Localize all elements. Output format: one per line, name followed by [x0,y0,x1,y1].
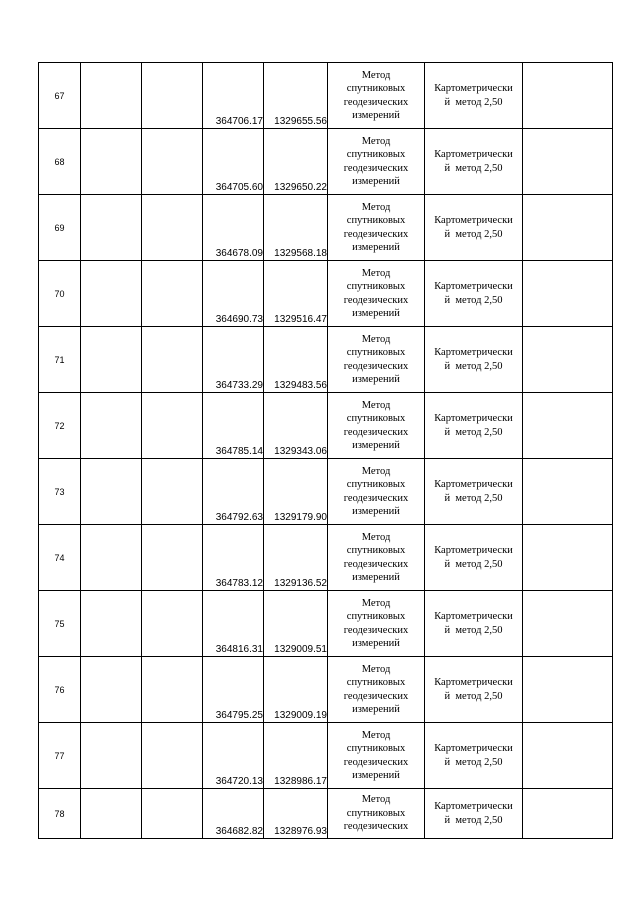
table-row [39,327,613,393]
row-number-cell [39,459,81,525]
accuracy-line: Картометрически [434,677,513,688]
row-number: 78 [54,808,65,819]
row-number: 75 [54,618,65,629]
coord-y: 1329516.47 [274,314,327,325]
method-cell [328,723,425,789]
method-line: измерений [352,440,400,451]
method-line: Метод [361,399,391,411]
method-line: геодезических [343,96,409,108]
method-line: геодезических [343,690,409,702]
method-line: спутниковых [346,677,406,688]
empty-cell [81,591,142,657]
method-line: спутниковых [346,83,406,94]
coord-y: 1329568.18 [274,248,327,259]
accuracy-line: й метод 2,50 [444,228,503,240]
coord-x: 364678.09 [215,248,263,259]
method-line: Метод [361,267,391,279]
method-cell [328,591,425,657]
method-cell [328,789,425,839]
accuracy-line: Картометрически [434,347,513,358]
row-number-cell [39,63,81,129]
empty-cell [81,459,142,525]
accuracy-line: Картометрически [434,149,513,160]
method-line: геодезических [343,821,409,833]
coord-y: 1329650.22 [274,182,327,193]
method-line: геодезических [343,558,409,570]
accuracy-line: Картометрически [434,801,513,812]
table-row [39,657,613,723]
accuracy-line: й метод 2,50 [444,426,503,438]
empty-cell [523,63,613,129]
row-number-cell [39,789,81,839]
coord-x: 364783.12 [215,578,263,589]
accuracy-cell [425,327,523,393]
empty-cell [142,723,203,789]
method-line: измерений [352,176,400,187]
table-row [39,261,613,327]
method-line: измерений [352,308,400,319]
row-number-cell [39,261,81,327]
empty-cell [142,657,203,723]
accuracy-cell [425,459,523,525]
coord-y: 1329136.52 [274,578,327,589]
empty-cell [523,657,613,723]
method-line: измерений [352,704,400,715]
method-line: спутниковых [346,479,406,490]
empty-cell [81,393,142,459]
empty-cell [81,789,142,839]
method-line: Метод [361,201,391,213]
empty-cell [142,525,203,591]
accuracy-cell [425,261,523,327]
method-line: Метод [361,663,391,675]
coord-x-cell [203,129,264,195]
coord-y: 1329009.19 [274,710,327,721]
empty-cell [81,327,142,393]
method-line: геодезических [343,294,409,306]
accuracy-cell [425,525,523,591]
row-number-cell [39,393,81,459]
coord-x-cell [203,789,264,839]
accuracy-line: Картометрически [434,743,513,754]
method-line: Метод [361,729,391,741]
coord-y: 1329483.56 [274,380,327,391]
accuracy-line: й метод 2,50 [444,360,503,372]
accuracy-line: Картометрически [434,281,513,292]
accuracy-line: Картометрически [434,215,513,226]
method-line: геодезических [343,162,409,174]
empty-cell [523,261,613,327]
table-row [39,723,613,789]
empty-cell [142,63,203,129]
empty-cell [142,393,203,459]
empty-cell [523,459,613,525]
method-cell [328,195,425,261]
empty-cell [142,195,203,261]
row-number: 71 [54,354,65,365]
method-line: геодезических [343,756,409,768]
empty-cell [81,525,142,591]
method-line: спутниковых [346,215,406,226]
coord-x-cell [203,63,264,129]
method-cell [328,261,425,327]
method-cell [328,63,425,129]
method-line: спутниковых [346,149,406,160]
table-row [39,63,613,129]
method-cell [328,525,425,591]
coord-x-cell [203,591,264,657]
row-number: 72 [54,420,65,431]
method-line: спутниковых [346,807,406,819]
method-line: геодезических [343,492,409,504]
method-line: Метод [361,531,391,543]
accuracy-cell [425,591,523,657]
empty-cell [523,789,613,839]
table-row [39,195,613,261]
accuracy-line: й метод 2,50 [444,690,503,702]
method-line: геодезических [343,228,409,240]
method-line: геодезических [343,360,409,372]
coord-x: 364706.17 [215,116,263,127]
method-line: спутниковых [346,347,406,358]
coord-x-cell [203,393,264,459]
coord-x: 364816.31 [215,644,263,655]
empty-cell [523,393,613,459]
empty-cell [523,723,613,789]
accuracy-line: Картометрически [434,545,513,556]
coord-y-cell [264,129,328,195]
accuracy-line: Картометрически [434,83,513,94]
method-line: Метод [361,333,391,345]
method-line: спутниковых [346,413,406,424]
method-line: Метод [361,597,391,609]
row-number-cell [39,525,81,591]
accuracy-cell [425,195,523,261]
accuracy-line: й метод 2,50 [444,294,503,306]
method-line: геодезических [343,624,409,636]
method-line: измерений [352,770,400,781]
accuracy-line: Картометрически [434,413,513,424]
accuracy-cell [425,63,523,129]
method-cell [328,327,425,393]
method-cell [328,459,425,525]
empty-cell [81,195,142,261]
method-line: Метод [361,465,391,477]
method-line: геодезических [343,426,409,438]
row-number: 77 [54,750,65,761]
coord-y-cell [264,459,328,525]
coord-x: 364682.82 [215,826,263,837]
accuracy-line: Картометрически [434,479,513,490]
coord-y: 1329343.06 [274,446,327,457]
empty-cell [81,657,142,723]
coord-y-cell [264,393,328,459]
empty-cell [81,261,142,327]
coord-x: 364690.73 [215,314,263,325]
method-line: спутниковых [346,611,406,622]
method-line: измерений [352,242,400,253]
coord-y-cell [264,63,328,129]
table-body [39,63,613,839]
empty-cell [142,327,203,393]
empty-cell [142,459,203,525]
method-line: измерений [352,374,400,385]
table-row [39,525,613,591]
coord-y-cell [264,525,328,591]
row-number: 70 [54,288,65,299]
row-number-cell [39,195,81,261]
accuracy-cell [425,789,523,839]
empty-cell [523,591,613,657]
coord-x-cell [203,195,264,261]
row-number: 74 [54,552,65,563]
coord-y-cell [264,327,328,393]
accuracy-line: й метод 2,50 [444,756,503,768]
accuracy-line: й метод 2,50 [444,162,503,174]
coord-x-cell [203,723,264,789]
method-line: измерений [352,638,400,649]
coord-y: 1329009.51 [274,644,327,655]
accuracy-line: й метод 2,50 [444,96,503,108]
coord-x-cell [203,459,264,525]
method-line: Метод [361,69,391,81]
empty-cell [81,723,142,789]
empty-cell [81,63,142,129]
accuracy-cell [425,129,523,195]
method-cell [328,393,425,459]
empty-cell [142,591,203,657]
coord-y-cell [264,591,328,657]
coord-x: 364720.13 [215,776,263,787]
coord-x: 364785.14 [215,446,263,457]
method-line: измерений [352,572,400,583]
accuracy-line: й метод 2,50 [444,814,503,826]
coord-y-cell [264,789,328,839]
empty-cell [142,789,203,839]
row-number: 76 [54,684,65,695]
method-line: спутниковых [346,545,406,556]
method-line: Метод [361,135,391,147]
accuracy-cell [425,393,523,459]
coord-y-cell [264,723,328,789]
method-line: спутниковых [346,281,406,292]
coord-y: 1328976.93 [274,826,327,837]
method-line: измерений [352,506,400,517]
method-line: измерений [352,110,400,121]
empty-cell [523,195,613,261]
empty-cell [523,327,613,393]
accuracy-cell [425,723,523,789]
empty-cell [523,525,613,591]
coord-y: 1329179.90 [274,512,327,523]
row-number-cell [39,657,81,723]
coord-y: 1328986.17 [274,776,327,787]
accuracy-line: й метод 2,50 [444,624,503,636]
row-number-cell [39,591,81,657]
method-line: Метод [361,794,391,806]
row-number: 69 [54,222,65,233]
row-number-cell [39,723,81,789]
row-number-cell [39,129,81,195]
empty-cell [81,129,142,195]
empty-cell [142,261,203,327]
row-number: 67 [54,90,65,101]
coord-x-cell [203,327,264,393]
method-cell [328,129,425,195]
accuracy-line: Картометрически [434,611,513,622]
table-row [39,591,613,657]
coordinates-table [38,62,613,839]
method-cell [328,657,425,723]
coord-x: 364705.60 [215,182,263,193]
method-line: спутниковых [346,743,406,754]
row-number: 73 [54,486,65,497]
accuracy-line: й метод 2,50 [444,492,503,504]
coord-x: 364733.29 [215,380,263,391]
coord-y-cell [264,261,328,327]
row-number-cell [39,327,81,393]
coord-x: 364795.25 [215,710,263,721]
accuracy-cell [425,657,523,723]
coord-y: 1329655.56 [274,116,327,127]
coord-x-cell [203,657,264,723]
table-row [39,459,613,525]
table-row [39,789,613,839]
empty-cell [142,129,203,195]
empty-cell [523,129,613,195]
coord-x: 364792.63 [215,512,263,523]
accuracy-line: й метод 2,50 [444,558,503,570]
coord-y-cell [264,657,328,723]
coord-x-cell [203,261,264,327]
table-row [39,129,613,195]
table-row [39,393,613,459]
coord-y-cell [264,195,328,261]
row-number: 68 [54,156,65,167]
coord-x-cell [203,525,264,591]
